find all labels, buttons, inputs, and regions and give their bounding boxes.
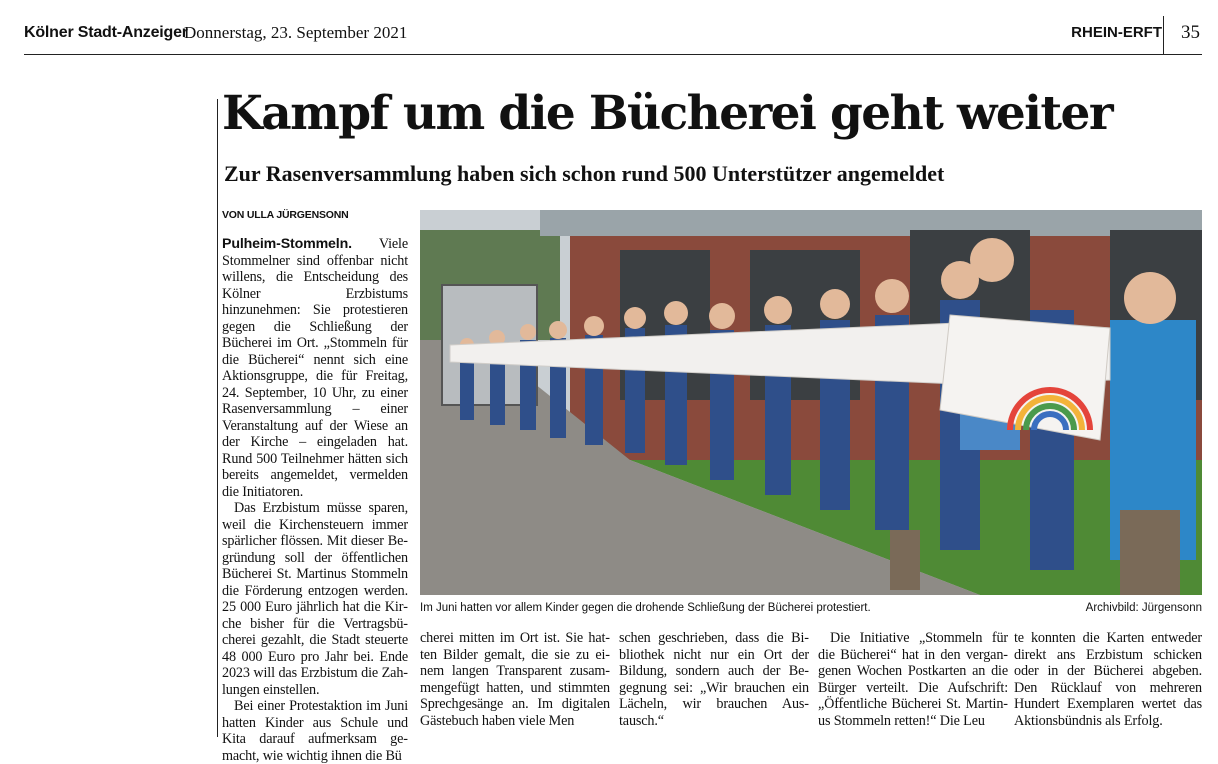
photo-caption: Im Juni hatten vor allem Kinder gegen die drohende Schließung der Bücherei protestiert. <box>420 602 871 614</box>
headline: Kampf um die Bücherei geht weiter <box>222 86 1113 141</box>
subheadline: Zur Rasenversammlung haben sich schon rund 500 Unterstützer angemeldet <box>224 161 945 186</box>
publication-name: Kölner Stadt-Anzeiger <box>24 24 188 41</box>
masthead <box>24 16 1202 55</box>
photo-illustration <box>420 210 1202 595</box>
article-column-5 <box>1014 630 1202 729</box>
section-label: RHEIN-ERFT <box>1071 24 1162 41</box>
paragraph-3: Bei einer Protestaktion im Juni hatten Kinder aus Schule und Kita darauf aufmerksam gemacht, wie wichtig ihnen die Bü <box>222 698 408 764</box>
column-2-text: cherei mitten im Ort ist. Sie hatten Bilder gemalt, die sie zu einem langen Transparent zusammengefügt hatten, und stimmten Sprechgesänge an. Im digitalen Gästebuch haben viele Men <box>420 630 610 729</box>
page-number: 35 <box>1181 22 1200 43</box>
column-5-text: te konnten die Karten entweder direkt ans Erzbistum schicken oder in der Bücherei abgeben. Den Rücklauf von mehreren Hundert Exemplaren wertet das Aktionsbündnis als Erfolg. <box>1014 630 1202 729</box>
dateline: Pulheim-Stommeln. <box>222 236 352 252</box>
article-photo <box>420 210 1202 595</box>
masthead-divider <box>1163 16 1164 54</box>
column-rule <box>217 99 218 737</box>
photo-credit: Archivbild: Jürgensonn <box>1085 602 1202 614</box>
article-column-1 <box>222 236 408 764</box>
paragraph-2: Das Erzbistum müsse sparen, weil die Kirchensteuern immer spärlicher flössen. Mit dieser Begründung soll der öffentlichen Bücherei St. Martinus Stommeln die Förderung entzogen werden. 25 000 Euro jährlich hat die Kirche bisher für die Vertragsbücherei gezahlt, die Stadt steuerte 48 000 Euro pro Jahr bei. Ende 2023 will das Erzbistum die Zahlungen einstellen. <box>222 500 408 698</box>
paragraph-1 <box>222 236 408 500</box>
column-4-text: Die Initiative „Stommeln für die Bücherei“ hat in den vergangenen Wochen Postkarten an die Bürger verteilt. Die Aufschrift: „Öffentliche Bücherei St. Martinus Stommeln retten!“ Die Leu <box>818 630 1008 729</box>
column-3-text: schen geschrieben, dass die Bibliothek nicht nur ein Ort der Bildung, sondern auch der Begegnung sei: „Wir brauchen ein Lächeln, wir brauchen Austausch.“ <box>619 630 809 729</box>
paragraph-1-text: Viele Stommelner sind offenbar nicht willens, die Entscheidung des Kölner Erzbistums hinzunehmen: Sie protestieren gegen die Schließung der Bücherei im Ort. „Stommeln für die Bücherei“ nennt sich eine Aktionsgruppe, die für Freitag, 24. September, 10 Uhr, zu einer Rasenversammlung – einer Veranstaltung auf der Wiese an der Kirche – eingeladen hat. Rund 500 Teilnehmer hätten sich bereits angemeldet, vermelden die Initiatoren. <box>222 236 408 500</box>
article-column-4 <box>818 630 1008 729</box>
article-column-3 <box>619 630 809 729</box>
byline: VON ULLA JÜRGENSONN <box>222 209 349 221</box>
issue-date: Donnerstag, 23. September 2021 <box>184 23 408 42</box>
article-column-2 <box>420 630 610 729</box>
